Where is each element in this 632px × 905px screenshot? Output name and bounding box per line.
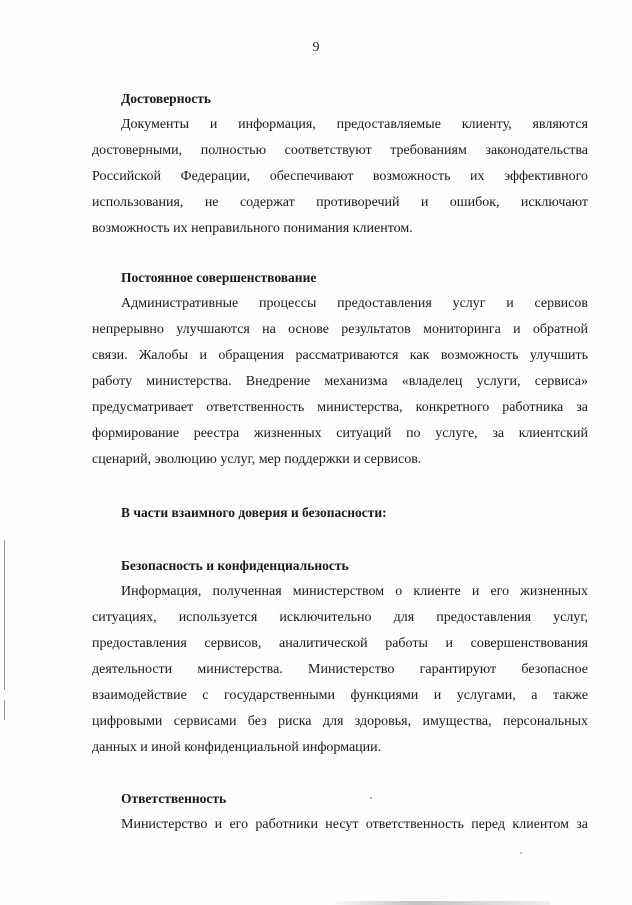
paragraph-line: использования, не содержат противоречий и ошибок, исключают bbox=[92, 195, 588, 210]
scan-speck bbox=[520, 852, 522, 854]
scan-edge-mark bbox=[4, 540, 5, 690]
paragraph-line: предусматривает ответственность министерства, конкретного работника за bbox=[92, 400, 588, 415]
paragraph-line: формирование реестра жизненных ситуаций по услуге, за клиентский bbox=[92, 426, 588, 441]
paragraph-line: связи. Жалобы и обращения рассматриваются как возможность улучшить bbox=[92, 348, 588, 363]
section-heading: Безопасность и конфиденциальность bbox=[121, 558, 349, 573]
paragraph-line: деятельности министерства. Министерство гарантируют безопасное bbox=[92, 662, 588, 677]
section-responsibility bbox=[92, 786, 588, 838]
paragraph-line: данных и иной конфиденциальной информации. bbox=[92, 740, 382, 755]
paragraph-line: предоставления сервисов, аналитической работы и совершенствования bbox=[92, 636, 588, 651]
paragraph-line: Административные процессы предоставления услуг и сервисов bbox=[121, 296, 588, 311]
paragraph-line: сценарий, эволюцию услуг, мер поддержки и сервисов. bbox=[92, 452, 422, 467]
trust-heading-block bbox=[92, 500, 588, 526]
section-reliability bbox=[92, 86, 588, 242]
scan-edge-mark bbox=[4, 700, 5, 720]
section-security bbox=[92, 553, 588, 761]
section-heading: Ответственность bbox=[121, 791, 227, 806]
page-number: 9 bbox=[312, 40, 320, 55]
paragraph-line: Информация, полученная министерством о клиенте и его жизненных bbox=[121, 584, 588, 599]
section-improvement bbox=[92, 265, 588, 473]
paragraph-line: взаимодействие с государственными функциями и услугами, а также bbox=[92, 688, 588, 703]
section-heading: Достоверность bbox=[121, 91, 211, 106]
paragraph-line: возможность их неправильного понимания клиентом. bbox=[92, 221, 413, 236]
part-heading: В части взаимного доверия и безопасности: bbox=[121, 505, 387, 520]
paragraph-line: цифровыми сервисами без риска для здоровья, имущества, персональных bbox=[92, 714, 588, 729]
paragraph-line: достоверными, полностью соответствуют требованиям законодательства bbox=[92, 143, 588, 158]
paragraph-line: работу министерства. Внедрение механизма «владелец услуги, сервиса» bbox=[92, 374, 588, 389]
paragraph-line: ситуациях, используется исключительно для предоставления услуг, bbox=[92, 610, 588, 625]
paragraph-line: непрерывно улучшаются на основе результатов мониторинга и обратной bbox=[92, 322, 588, 337]
paragraph-line: Документы и информация, предоставляемые клиенту, являются bbox=[121, 117, 588, 132]
paragraph-line: Министерство и его работники несут ответственность перед клиентом за bbox=[121, 817, 588, 832]
scan-bottom-edge bbox=[330, 901, 550, 905]
paragraph-line: Российской Федерации, обеспечивают возможность их эффективного bbox=[92, 169, 588, 184]
section-heading: Постоянное совершенствование bbox=[121, 270, 317, 285]
